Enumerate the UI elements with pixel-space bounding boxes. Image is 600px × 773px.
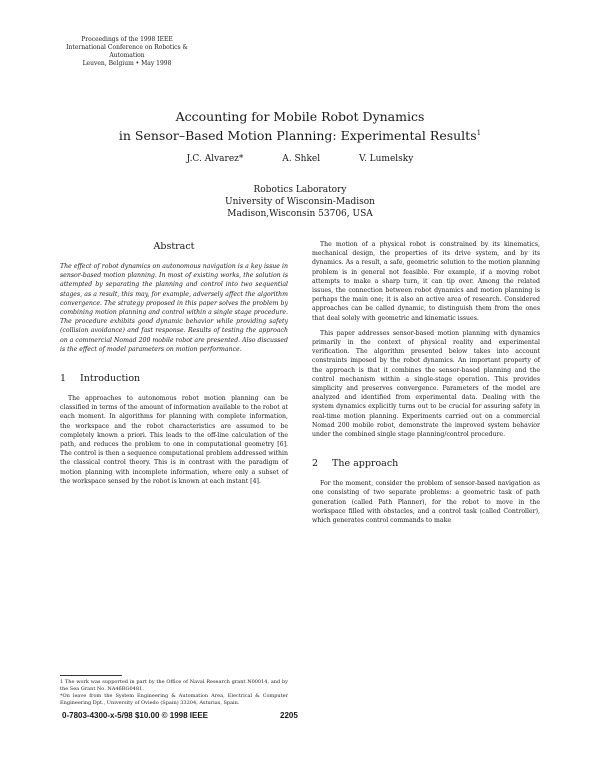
footnotes — [60, 679, 288, 707]
title-line-2 — [60, 125, 540, 144]
section-number: 1 — [60, 373, 67, 385]
page-number: 2205 — [280, 711, 298, 720]
section-heading-approach — [312, 457, 540, 470]
approach-paragraph: For the moment, consider the problem of sensor-based navigation as one consisting of two separate problems: a geometric task of path generation (called Path Planner), for the robot to move in the workspace filled with obstacles, and a control task (called Controller), which generates control commands to make — [312, 480, 540, 525]
footnote-rule — [60, 675, 122, 676]
author-name: J.C. Alvarez* — [186, 154, 244, 164]
proceedings-header — [62, 36, 192, 68]
proceedings-line: Proceedings of the 1998 IEEE — [81, 36, 173, 43]
author-name: V. Lumelsky — [359, 154, 414, 164]
isbn-copyright: 0-7803-4300-x-5/98 $10.00 © 1998 IEEE — [62, 711, 208, 720]
affiliation-line: University of Wisconsin-Madison — [225, 197, 375, 207]
affiliation-line: Madison,Wisconsin 53706, USA — [227, 209, 373, 219]
section-title: Introduction — [80, 373, 141, 385]
author-name: A. Shkel — [282, 154, 321, 164]
footnote: *On leave from the System Engineering & Automation Area, Electrical & Computer Engineering Dpt., University of Oviedo (Spain) 33204, Asturias, Spain. — [60, 693, 288, 706]
proceedings-line: International Conference on Robotics & Automation — [66, 44, 188, 59]
left-column — [60, 240, 288, 486]
affiliation-line: Robotics Laboratory — [253, 185, 347, 195]
title-line-1: Accounting for Mobile Robot Dynamics — [175, 109, 425, 124]
paper-title — [60, 108, 540, 144]
section-title: The approach — [332, 458, 399, 470]
body-paragraph: The motion of a physical robot is constrained by its kinematics, mechanical design, the properties of its drive system, and by its dynamics. As a result, a safe, geometric solution to the motion planning problem is in general not feasible. For example, if a moving robot attempts to make a sharp turn, it can tip over. Among the related issues, the connection between robot dynamics and motion planning is perhaps the main one; it is also an active area of research. Considered approaches can be called dynamic, to distinguish them from the ones that deal solely with geometric and kinematic issues. — [312, 241, 540, 322]
section-heading-introduction — [60, 372, 288, 385]
section-number: 2 — [312, 458, 319, 470]
abstract-text: The effect of robot dynamics on autonomous navigation is a key issue in sensor-based motion planning. In most of existing works, the solution is attempted by separating the planning and control into two sequential stages, as a result, this may, for example, adversely affect the algorithm convergence. The strategy proposed in this paper solves the problem by combining motion planning and control within a single stage procedure. The procedure exhibits good dynamic behavior while providing safety (collision avoidance) and fast response. Results of testing the approach on a commercial Nomad 200 mobile robot are presented. Also discussed is the effect of model parameters on motion performance. — [60, 263, 288, 353]
footnote: 1 The work was supported in part by the Office of Naval Research grant N00014, and by the Sea Grant No. NA46RG0481. — [60, 679, 288, 692]
right-column — [312, 240, 540, 525]
author-list — [60, 153, 540, 165]
title-footnote-mark: 1 — [476, 129, 482, 137]
affiliation — [60, 184, 540, 220]
body-paragraph: This paper addresses sensor-based motion planning with dynamics primarily in the context of physical reality and experimental verification. The algorithm presented below takes into account constraints imposed by the robot dynamics. An important property of the approach is that it combines the sensor-based planning and the control mechanism within a single-stage operation. This provides simplicity and preserves convergence. Parameters of the model are analyzed and identified from experimental data. Dealing with the system dynamics explicitly turns out to be crucial for assuring safety in real-time motion planning. Experiments carried out on a commercial Nomad 200 mobile robot, demonstrate the improved system behavior under the combined single stage planning/control procedure. — [312, 329, 540, 439]
proceedings-line: Leuven, Belgium • May 1998 — [82, 60, 172, 67]
abstract-heading: Abstract — [153, 241, 195, 252]
introduction-paragraph: The approaches to autonomous robot motion planning can be classified in terms of the amount of information available to the robot at each moment. In algorithms for planning with complete information, the workspace and the robot characteristics are assumed to be completely known a priori. This leads to the off-line calculation of the path, and reduces the problem to one in computational geometry [6]. The control is then a sequence computational problem addressed within the classical control theory. This is in contrast with the paradigm of motion planning with incomplete information, where only a subset of the workspace sensed by the robot is known at each instant [4]. — [60, 395, 288, 485]
title-line-2-text: in Sensor–Based Motion Planning: Experimental Results — [118, 128, 477, 144]
